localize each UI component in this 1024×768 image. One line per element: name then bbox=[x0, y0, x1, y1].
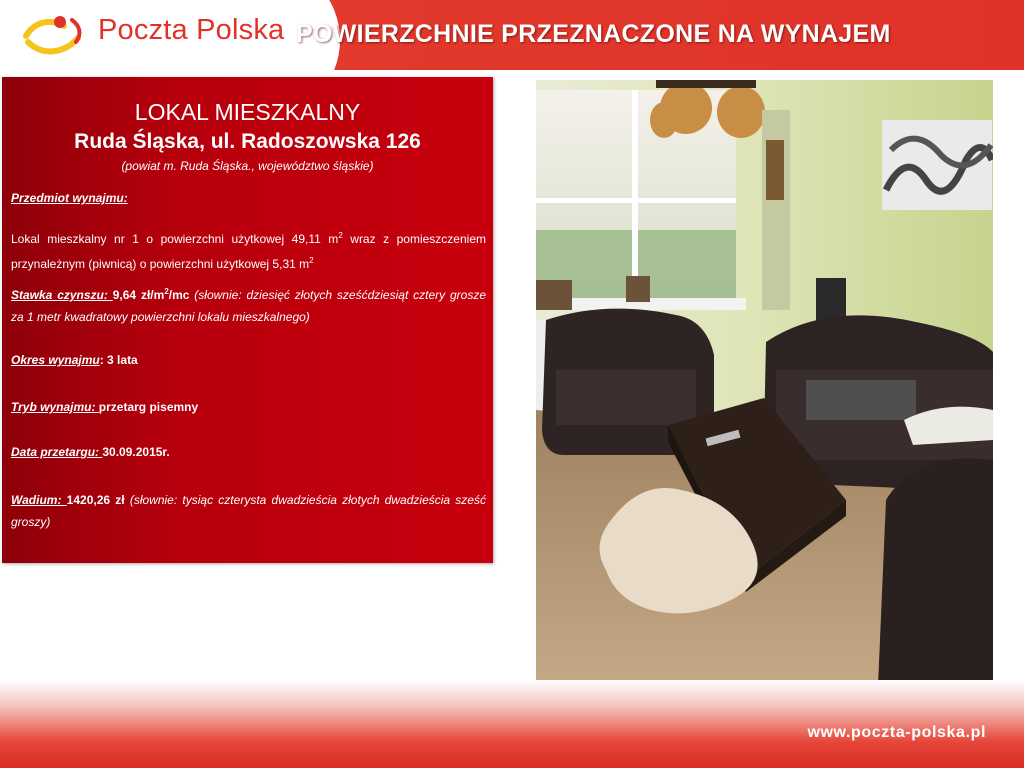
period-line bbox=[11, 349, 486, 371]
subject-description bbox=[11, 225, 486, 275]
deposit-line bbox=[11, 489, 486, 533]
rate-value-b: /mc bbox=[168, 288, 190, 302]
apartment-photo bbox=[536, 80, 993, 686]
subject-sup-a: 2 bbox=[338, 231, 343, 240]
footer-band bbox=[0, 680, 1024, 768]
listing-title: LOKAL MIESZKALNY bbox=[134, 99, 361, 125]
period-label: Okres wynajmu bbox=[11, 353, 100, 367]
subject-text-b: wraz z pomieszczeniem przynależnym (piwnicą) o powierzchni użytkowej 5,31 m bbox=[11, 232, 486, 271]
deposit-words: (słownie: tysiąc czterysta dwadzieścia złotych dwadzieścia sześć groszy) bbox=[11, 493, 486, 529]
deposit-label: Wadium: bbox=[11, 493, 67, 507]
date-label: Data przetargu: bbox=[11, 445, 103, 459]
subject-sup-b: 2 bbox=[309, 256, 314, 265]
deposit-value: 1420,26 zł bbox=[66, 493, 125, 507]
living-room-illustration bbox=[536, 80, 993, 686]
period-value: : 3 lata bbox=[99, 353, 138, 367]
date-line bbox=[11, 441, 486, 463]
rate-value-a: 9,64 zł/m bbox=[112, 288, 165, 302]
brand-name: Poczta Polska bbox=[98, 14, 285, 46]
listing-address: Ruda Śląska, ul. Radoszowska 126 bbox=[74, 130, 421, 153]
rate-words: (słownie: dziesięć złotych sześćdziesiąt cztery grosze za 1 metr kwadratowy powierzchni lokalu mieszkalnego) bbox=[11, 288, 487, 324]
mode-label: Tryb wynajmu: bbox=[11, 400, 99, 414]
mode-line bbox=[11, 396, 486, 418]
website-link[interactable]: www.poczta-polska.pl bbox=[807, 724, 986, 741]
date-value: 30.09.2015r. bbox=[102, 445, 170, 459]
page-title: POWIERZCHNIE PRZEZNACZONE NA WYNAJEM bbox=[296, 20, 891, 48]
rate-sup: 2 bbox=[164, 287, 169, 296]
listing-info-panel bbox=[2, 77, 493, 563]
subject-label-line bbox=[11, 187, 486, 209]
rate-label: Stawka czynszu: bbox=[11, 288, 113, 302]
rate-line bbox=[11, 281, 486, 328]
mode-value: przetarg pisemny bbox=[98, 400, 199, 414]
poczta-polska-logo-icon bbox=[20, 12, 90, 56]
listing-region-note: (powiat m. Ruda Śląska., województwo śląskie) bbox=[121, 159, 374, 173]
subject-label: Przedmiot wynajmu: bbox=[11, 191, 128, 205]
subject-text-a: Lokal mieszkalny nr 1 o powierzchni użytkowej 49,11 m bbox=[11, 232, 339, 246]
header-bar bbox=[0, 0, 1024, 70]
